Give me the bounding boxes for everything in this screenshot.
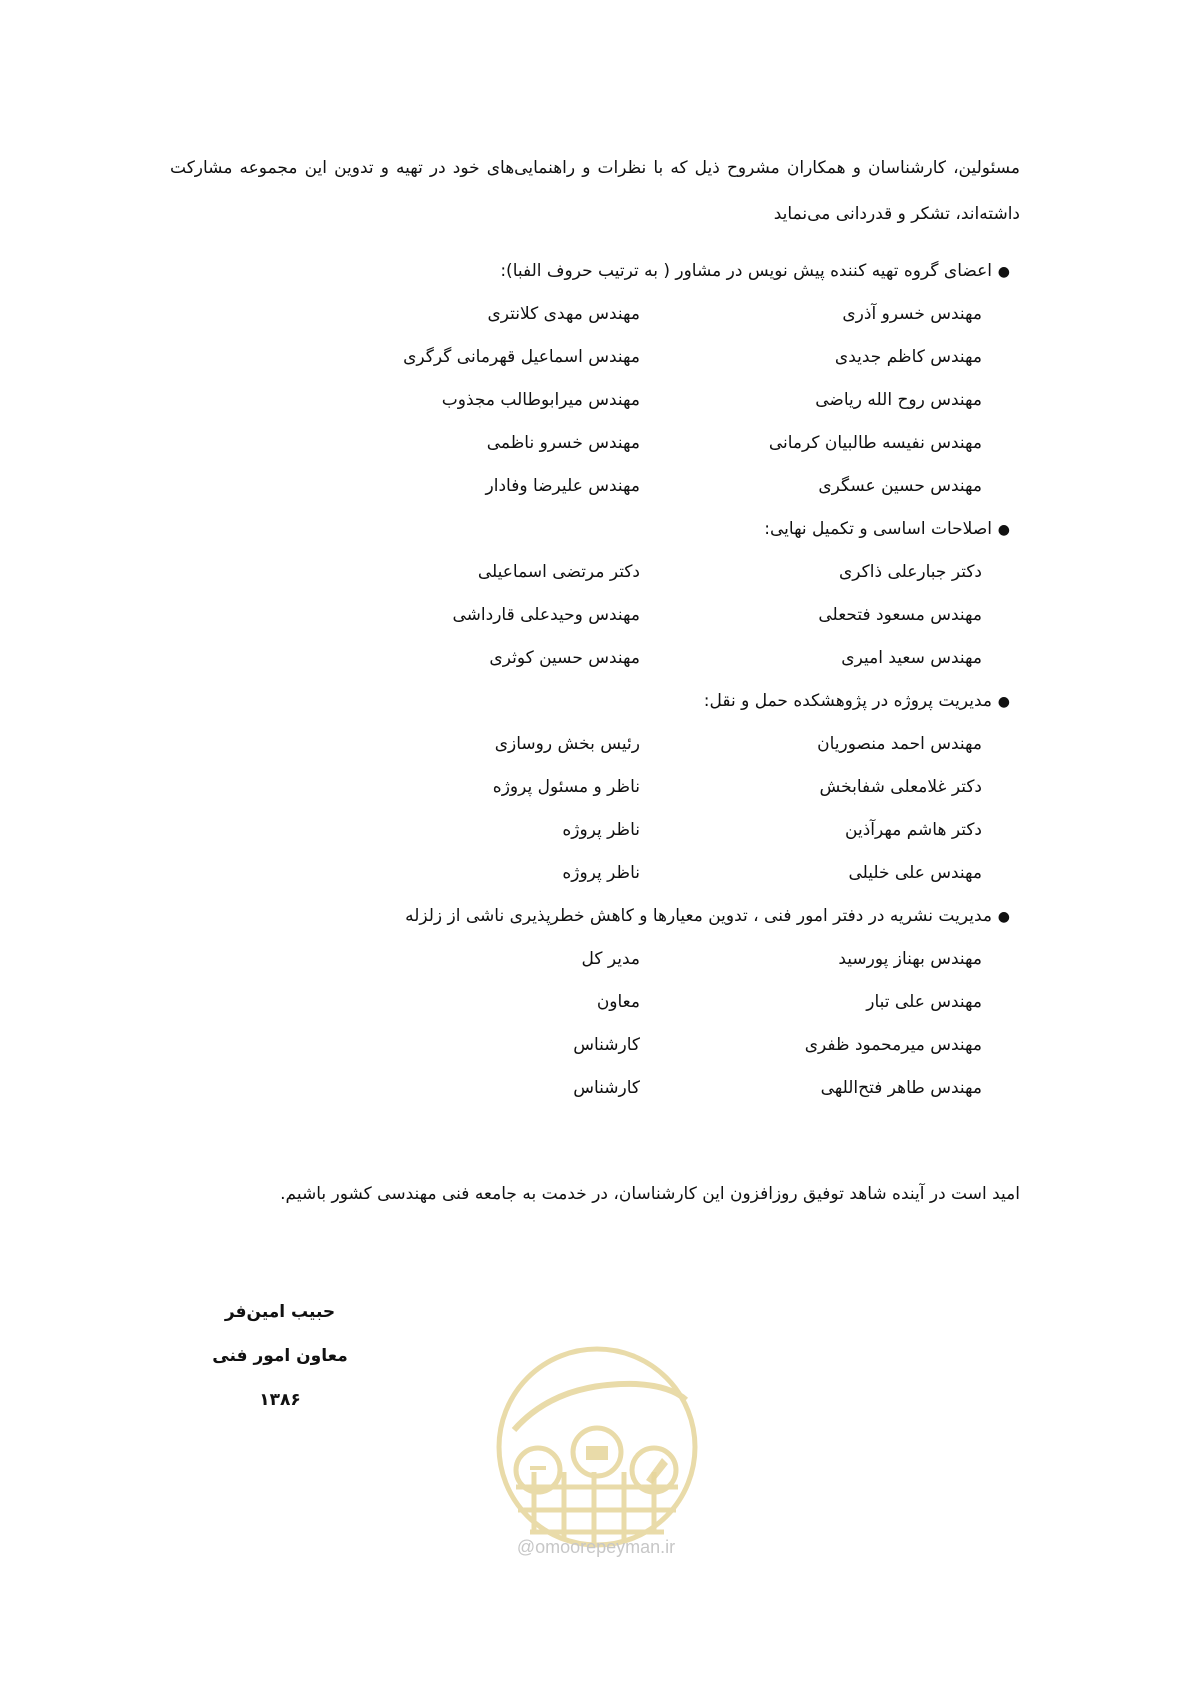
section-heading: ●اصلاحات اساسی و تکمیل نهایی: [250, 508, 1010, 551]
list-item: مهندس حسین عسگری مهندس علیرضا وفادار [485, 476, 982, 496]
signature-block [210, 1290, 350, 1422]
acknowledgement-sections [250, 250, 1010, 1110]
section-heading: ●اعضای گروه تهیه کننده پیش نویس در مشاور ( به ترتیب حروف الفبا): [250, 250, 1010, 293]
list-item: مهندس نفیسه طالبیان کرمانی مهندس خسرو ناظمی [486, 433, 982, 453]
bullet-icon: ● [997, 522, 1010, 538]
list-item: مهندس علی خلیلی ناظر پروژه [562, 863, 982, 883]
closing-paragraph: امید است در آینده شاهد توفیق روزافزون این کارشناسان، در خدمت به جامعه فنی مهندسی کشور باشیم. [280, 1184, 1020, 1204]
bullet-icon: ● [997, 264, 1010, 280]
bullet-icon: ● [997, 909, 1010, 925]
list-item: مهندس کاظم جدیدی مهندس اسماعیل قهرمانی گرگری [403, 347, 982, 367]
list-item: مهندس روح الله ریاضی مهندس میرابوطالب مجذوب [441, 390, 982, 410]
list-item: مهندس احمد منصوریان رئیس بخش روسازی [494, 734, 982, 754]
signatory-title: معاون امور فنی [212, 1346, 348, 1366]
list-item: دکتر غلامعلی شفابخش ناظر و مسئول پروژه [492, 777, 982, 797]
signature-year: ۱۳۸۶ [259, 1390, 301, 1410]
signatory-name: حبیب امین‌فر [224, 1302, 336, 1322]
watermark-logo [486, 1342, 708, 1552]
list-item: مهندس سعید امیری مهندس حسین کوثری [489, 648, 982, 668]
bullet-icon: ● [997, 694, 1010, 710]
section-heading: ●مدیریت پروژه در پژوهشکده حمل و نقل: [250, 680, 1010, 723]
watermark-url: @omoorepeyman.ir [516, 1537, 676, 1557]
section-heading: ●مدیریت نشریه در دفتر امور فنی ، تدوین معیارها و کاهش خطرپذیری ناشی از زلزله [250, 895, 1010, 938]
list-item: مهندس خسرو آذری مهندس مهدی کلانتری [487, 304, 982, 324]
list-item: مهندس میرمحمود ظفری کارشناس [573, 1035, 982, 1055]
list-item: مهندس مسعود فتحعلی مهندس وحیدعلی قارداشی [452, 605, 982, 625]
list-item: مهندس علی تبار معاون [596, 992, 982, 1012]
intro-paragraph: مسئولین، کارشناسان و همکاران مشروح ذیل که با نظرات و راهنمایی‌های خود در تهیه و تدوین این مجموعه مشارکت داشته‌اند، تشکر و قدردانی می‌نماید [170, 158, 1020, 224]
list-item: مهندس طاهر فتح‌اللهی کارشناس [573, 1078, 982, 1098]
list-item: دکتر جبارعلی ذاکری دکتر مرتضی اسماعیلی [477, 562, 982, 582]
list-item: دکتر هاشم مهرآذین ناظر پروژه [562, 820, 982, 840]
list-item: مهندس بهناز پورسید مدیر کل [581, 949, 982, 969]
